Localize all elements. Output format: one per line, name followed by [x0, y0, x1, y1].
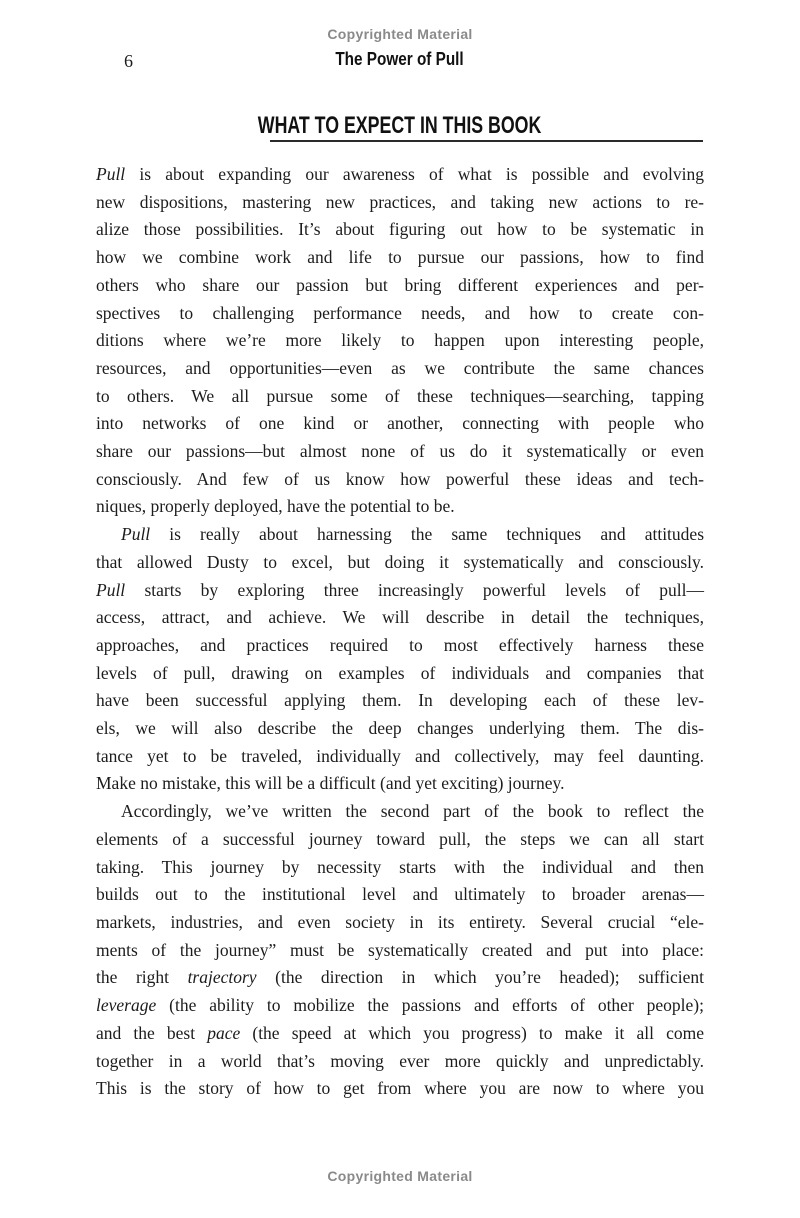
text-line: resources, and opportunities—even as we contribute the same chances	[96, 357, 704, 378]
text-line: Accordingly, we’ve written the second part of the book to reflect the	[121, 801, 704, 822]
text-line: ditions where we’re more likely to happen upon interesting people,	[96, 330, 704, 351]
text-line: taking. This journey by necessity starts with the individual and then	[96, 856, 704, 877]
text-line: and the best pace (the speed at which you progress) to make it all come	[96, 1022, 704, 1043]
text-line: levels of pull, drawing on examples of individuals and companies that	[96, 662, 704, 683]
text-line: the right trajectory (the direction in which you’re headed); sufficient	[96, 967, 704, 988]
text-line: ments of the journey” must be systematically created and put into place:	[96, 939, 704, 960]
text-line: spectives to challenging performance needs, and how to create con-	[96, 302, 704, 323]
text-line: into networks of one kind or another, connecting with people who	[96, 413, 704, 434]
running-header-title: The Power of Pull	[335, 49, 465, 69]
text-line: have been successful applying them. In developing each of these lev-	[96, 690, 704, 711]
page-number: 6	[124, 51, 133, 71]
text-line: els, we will also describe the deep changes underlying them. The dis-	[96, 718, 704, 739]
copyright-notice-bottom: Copyrighted Material	[327, 1168, 473, 1184]
text-line: new dispositions, mastering new practices, and taking new actions to re-	[96, 191, 704, 212]
text-line: to others. We all pursue some of these techniques—searching, tapping	[96, 385, 704, 406]
text-line: builds out to the institutional level and ultimately to broader arenas—	[96, 884, 704, 905]
text-line: tance yet to be traveled, individually and collectively, may feel daunting.	[96, 745, 704, 766]
text-line: elements of a successful journey toward pull, the steps we can all start	[96, 828, 704, 849]
text-line: others who share our passion but bring different experiences and per-	[96, 274, 704, 295]
text-line: niques, properly deployed, have the potential to be.	[96, 496, 455, 517]
text-line: that allowed Dusty to excel, but doing it systematically and consciously.	[96, 551, 704, 572]
running-header	[0, 49, 800, 70]
text-line: Pull starts by exploring three increasingly powerful levels of pull—	[96, 579, 704, 600]
text-line: approaches, and practices required to most effectively harness these	[96, 634, 704, 655]
text-line: together in a world that’s moving ever more quickly and unpredictably.	[96, 1050, 704, 1071]
copyright-notice-top: Copyrighted Material	[327, 26, 473, 42]
text-line: markets, industries, and even society in its entirety. Several crucial “ele-	[96, 911, 704, 932]
text-line: This is the story of how to get from where you are now to where you	[96, 1078, 704, 1099]
text-line: Make no mistake, this will be a difficult (and yet exciting) journey.	[96, 773, 565, 794]
text-line: share our passions—but almost none of us do it systematically or even	[96, 441, 704, 462]
section-heading-text: WHAT TO EXPECT IN THIS BOOK	[258, 112, 542, 139]
text-line: Pull is really about harnessing the same techniques and attitudes	[121, 524, 704, 545]
text-line: alize those possibilities. It’s about figuring out how to be systematic in	[96, 219, 704, 240]
section-heading-underline	[270, 140, 703, 142]
text-line: how we combine work and life to pursue our passions, how to find	[96, 247, 704, 268]
body-text	[96, 161, 704, 1103]
text-line: access, attract, and achieve. We will describe in detail the techniques,	[96, 607, 704, 628]
text-line: Pull is about expanding our awareness of what is possible and evolving	[96, 164, 704, 184]
section-heading	[0, 112, 800, 140]
text-line: leverage (the ability to mobilize the passions and efforts of other people);	[96, 995, 704, 1016]
text-line: consciously. And few of us know how powerful these ideas and tech-	[96, 468, 704, 489]
